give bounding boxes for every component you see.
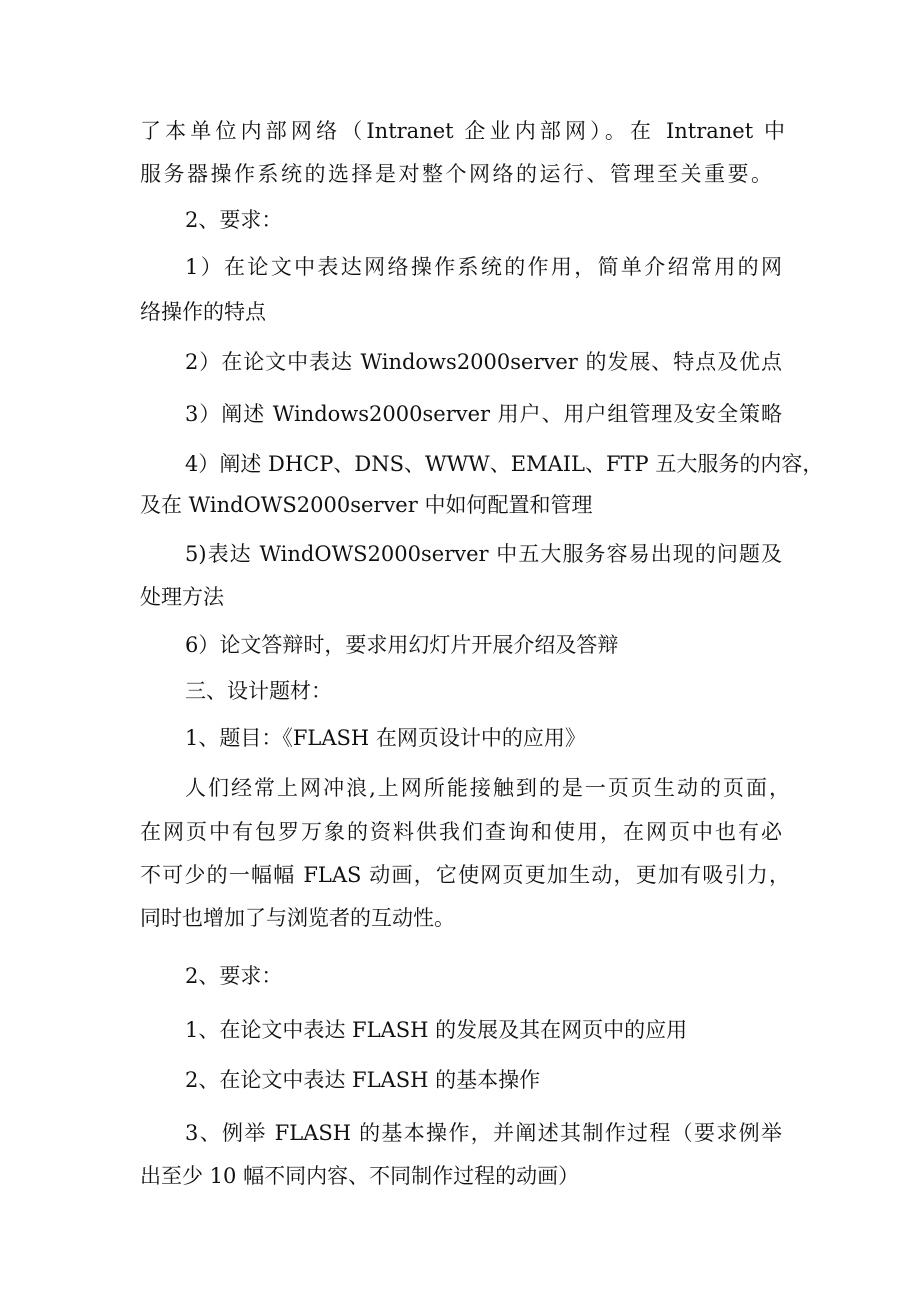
list-item: 6）论文答辩时，要求用幻灯片开展介绍及答辩	[185, 633, 619, 657]
topic-title: 1、题目：《FLASH 在网页设计中的应用》	[185, 726, 586, 750]
section-heading: 三、设计题材：	[185, 679, 332, 703]
text-line: 络操作的特点	[140, 300, 266, 324]
text-line: 出至少 10 幅不同内容、不同制作过程的动画）	[140, 1164, 580, 1188]
section-heading: 2、要求：	[185, 208, 283, 232]
list-item: 2、在论文中表达 FLASH 的基本操作	[185, 1068, 541, 1092]
text-line: 服务器操作系统的选择是对整个网络的运行、管理至关重要。	[140, 162, 772, 186]
text-line: 及在 WindOWS2000server 中如何配置和管理	[140, 493, 593, 517]
text-line: 同时也增加了与浏览者的互动性。	[140, 906, 455, 930]
section-heading: 2、要求：	[185, 964, 283, 988]
text-line: 在网页中有包罗万象的资料供我们查询和使用，在网页中也有必	[140, 820, 782, 844]
text-line: 人们经常上网冲浪,上网所能接触到的是一页页生动的页面，	[185, 776, 790, 800]
list-item: 4）阐述 DHCP、DNS、WWW、EMAIL、FTP 五大服务的内容，	[185, 452, 824, 476]
list-item: 1）在论文中表达网络操作系统的作用，简单介绍常用的网	[185, 255, 782, 279]
text-line: 了本单位内部网络（Intranet 企业内部网）。在 Intranet 中	[140, 119, 785, 143]
list-item: 3、例举 FLASH 的基本操作，并阐述其制作过程（要求例举	[185, 1121, 782, 1145]
list-item: 1、在论文中表达 FLASH 的发展及其在网页中的应用	[185, 1018, 688, 1042]
text-line: 处理方法	[140, 585, 224, 609]
text-line: 不可少的一幅幅 FLAS 动画，它使网页更加生动，更加有吸引力，	[140, 863, 790, 887]
list-item: 5)表达 WindOWS2000server 中五大服务容易出现的问题及	[185, 542, 782, 566]
list-item: 2）在论文中表达 Windows2000server 的发展、特点及优点	[185, 350, 782, 374]
list-item: 3）阐述 Windows2000server 用户、用户组管理及安全策略	[185, 402, 782, 426]
